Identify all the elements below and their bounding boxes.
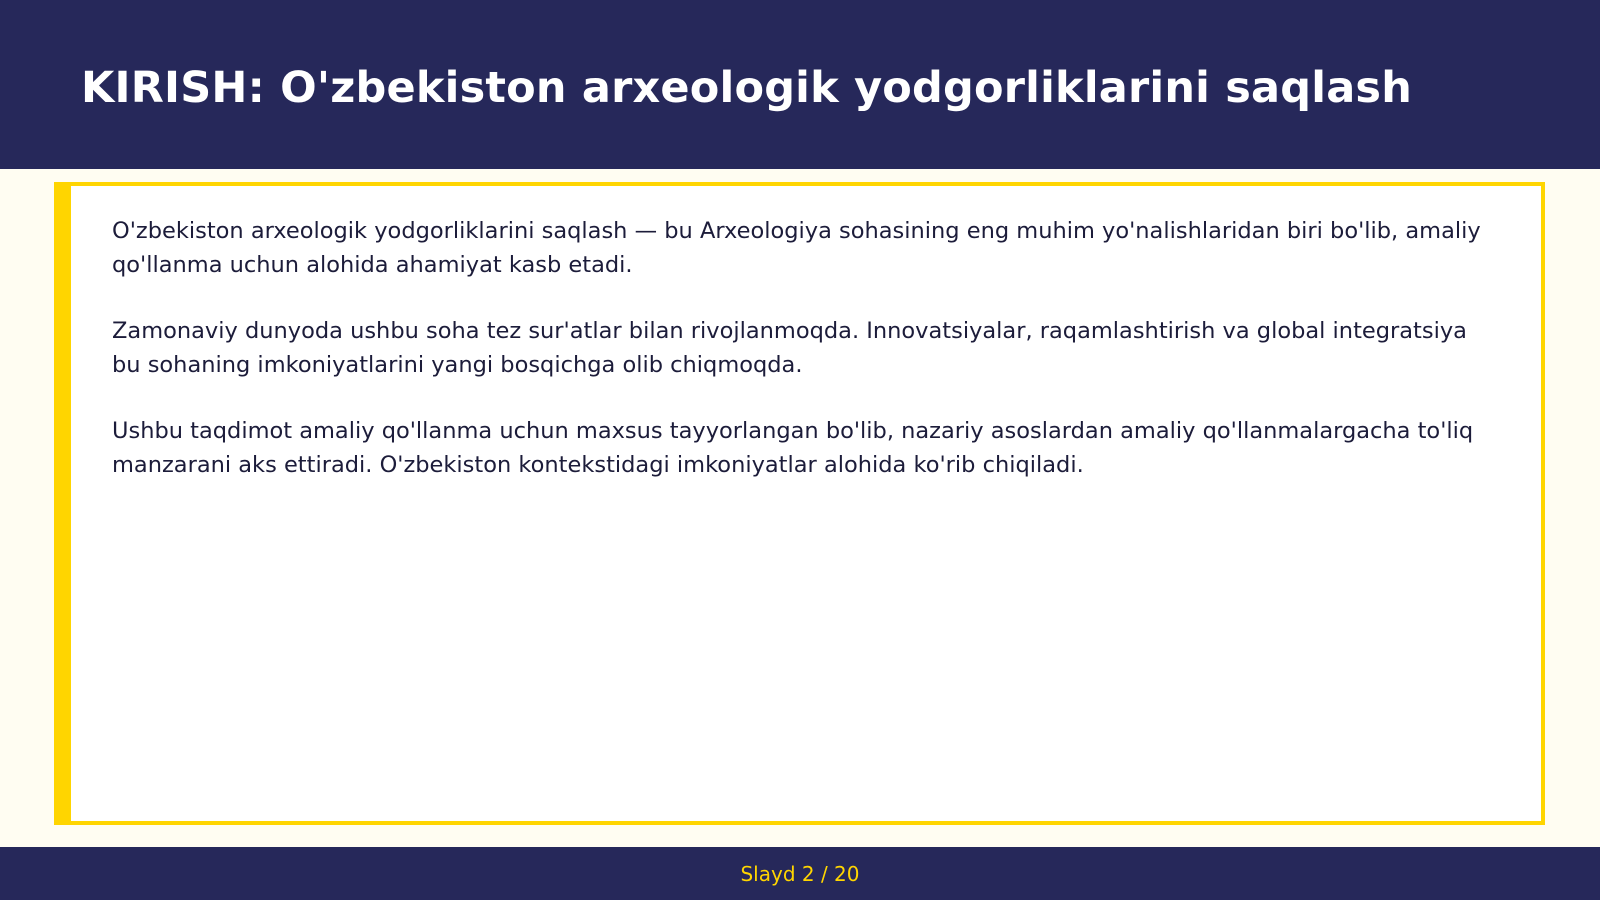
paragraph-presentation-purpose: Ushbu taqdimot amaliy qo'llanma uchun maxsus tayyorlangan bo'lib, nazariy asoslardan amaliy qo'llanmalargacha to'liq manzarani aks ettiradi. O'zbekiston kontekstidagi imkoniyatlar alohida ko'rib chiqiladi. <box>112 418 1474 478</box>
paragraph-modern-world: Zamonaviy dunyoda ushbu soha tez sur'atlar bilan rivojlanmoqda. Innovatsiyalar, raqamlashtirish va global integratsiya bu sohaning imkoniyatlarini yangi bosqichga olib chiqmoqda. <box>112 318 1467 378</box>
paragraph-intro: O'zbekiston arxeologik yodgorliklarini saqlash — bu Arxeologiya sohasining eng muhim yo'nalishlaridan biri bo'lib, amaliy qo'llanma uchun alohida ahamiyat kasb etadi. <box>112 218 1481 278</box>
slide-counter: Slayd 2 / 20 <box>740 862 860 886</box>
slide-title: KIRISH: O'zbekiston arxeologik yodgorliklarini saqlash <box>81 63 1413 113</box>
content-body <box>112 214 1502 514</box>
content-card <box>54 182 1545 825</box>
slide-footer <box>0 847 1600 900</box>
slide-header <box>0 0 1600 169</box>
